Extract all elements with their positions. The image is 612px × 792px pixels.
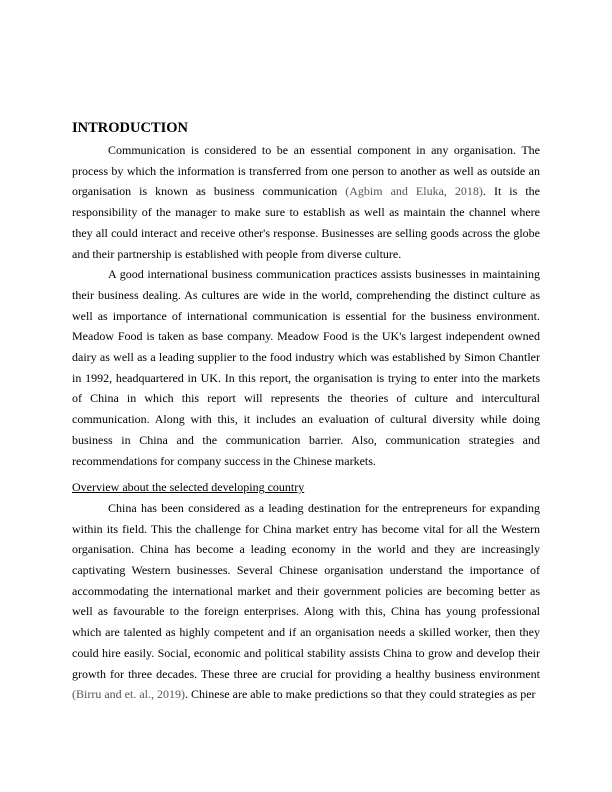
overview-paragraph-text-a: China has been considered as a leading destination for the entrepreneurs for expanding within its field. This the challenge for China market entry has become vital for all the Western organisation. China has become a leading economy in the world and they are increasingly captivating Western businesses. Several Chinese organisation understand the importance of accommodating the international market and their government policies are becoming better as well as favourable to the foreign enterprises. Along with this, China has young professional which are talented as highly competent and if an organisation needs a skilled worker, then they could hire easily. Social, economic and political stability assists China to grow and develop their growth for three decades. These three are crucial for providing a healthy business environment (72, 500, 540, 681)
document-page (72, 118, 540, 705)
subsection-title: Overview about the selected developing country (72, 480, 305, 495)
intro-paragraph-1-text-a: Communication is considered to be an essential component in any organisation. The process by which the information is transferred from one person to another as well as outside an organisation is known as business communication (72, 143, 540, 199)
citation-birru: (Birru and et. al., 2019) (72, 687, 185, 702)
intro-paragraph-1 (72, 140, 540, 264)
overview-paragraph-text-b: . Chinese are able to make predictions so that they could strategies as per (184, 687, 536, 702)
intro-paragraph-1-text-b: . It is the responsibility of the manager to make sure to establish as well as maintain the channel where they all could interact and receive other's response. Businesses are selling goods across the globe and their partnership is established with people from diverse culture. (72, 184, 540, 261)
intro-paragraph-2: A good international business communication practices assists businesses in maintaining their business dealing. As cultures are wide in the world, comprehending the distinct culture as well as importance of international communication is essential for the business environment. Meadow Food is taken as base company. Meadow Food is the UK's largest independent owned dairy as well as a leading supplier to the food industry which was established by Simon Chantler in 1992, headquartered in UK. In this report, the organisation is trying to enter into the markets of China in which this report will represents the theories of culture and intercultural communication. Along with this, it includes an evaluation of cultural diversity while doing business in China and the communication barrier. Also, communication strategies and recommendations for company success in the Chinese markets. (72, 267, 540, 468)
section-title: INTRODUCTION (72, 120, 189, 136)
citation-agbim-eluka: (Agbim and Eluka, 2018) (345, 184, 483, 199)
overview-paragraph (72, 498, 540, 705)
